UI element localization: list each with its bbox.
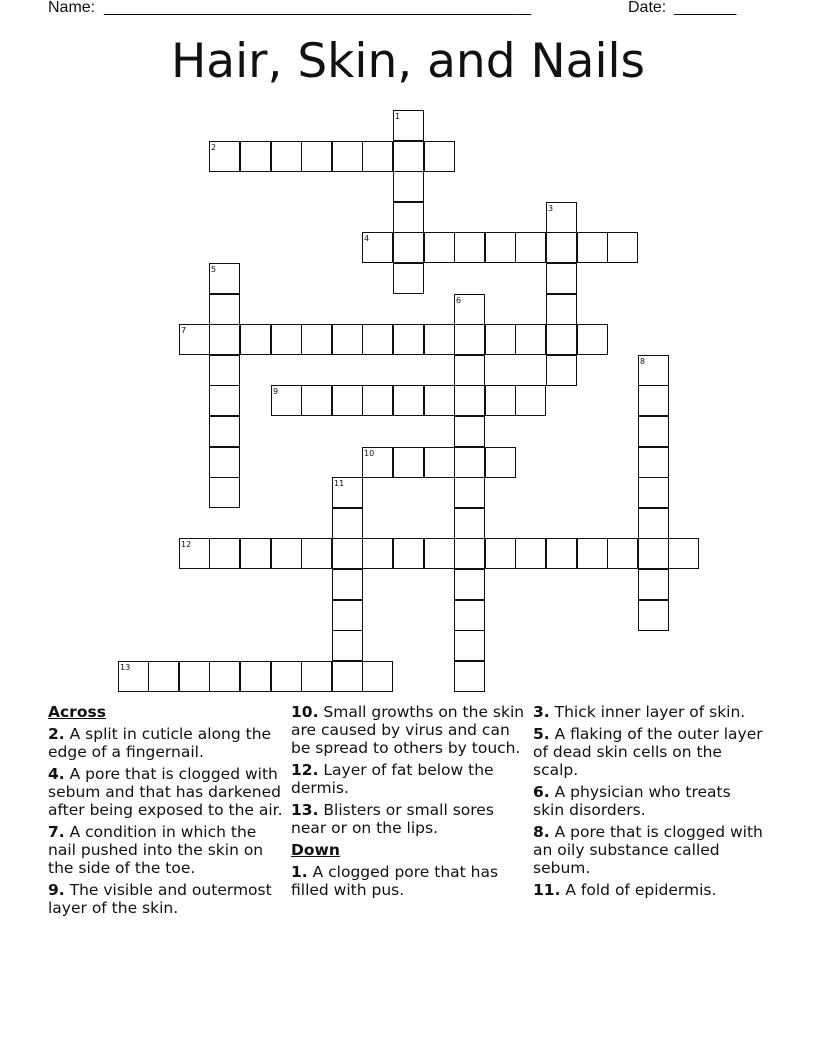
clue-number: 12. — [291, 761, 319, 779]
crossword-cell[interactable] — [271, 141, 302, 172]
date-label: Date: — [628, 0, 667, 16]
clue-text: Thick inner layer of skin. — [554, 703, 746, 721]
crossword-cell[interactable] — [424, 324, 455, 355]
crossword-cell[interactable] — [424, 232, 455, 263]
crossword-cell[interactable] — [393, 141, 424, 172]
crossword-cell[interactable] — [638, 538, 669, 569]
clue-text: Small growths on the skin are caused by virus and can be spread to others by touch. — [291, 703, 525, 757]
crossword-cell[interactable] — [546, 538, 577, 569]
crossword-cell[interactable] — [271, 324, 302, 355]
cell-number: 4 — [364, 234, 370, 243]
crossword-cell[interactable] — [515, 324, 546, 355]
crossword-cell[interactable] — [148, 661, 179, 692]
crossword-cell[interactable] — [240, 324, 271, 355]
crossword-cell[interactable] — [546, 202, 577, 233]
crossword-cell[interactable] — [209, 294, 240, 325]
crossword-cell[interactable] — [301, 324, 332, 355]
crossword-cell[interactable] — [332, 385, 363, 416]
crossword-cell[interactable] — [577, 232, 608, 263]
cell-number: 3 — [548, 204, 554, 213]
clue-down-3 — [533, 703, 763, 721]
crossword-cell[interactable] — [607, 538, 638, 569]
crossword-cell[interactable] — [638, 447, 669, 478]
crossword-cell[interactable] — [485, 324, 516, 355]
clue-across-13 — [291, 801, 529, 837]
cell-number: 6 — [456, 296, 462, 305]
name-label: Name: — [48, 0, 96, 16]
crossword-cell[interactable] — [515, 232, 546, 263]
clue-text: A fold of epidermis. — [565, 881, 717, 899]
crossword-cell[interactable] — [454, 447, 485, 478]
crossword-cell[interactable] — [393, 263, 424, 294]
crossword-cell[interactable] — [607, 232, 638, 263]
clue-number: 11. — [533, 881, 561, 899]
cell-number: 5 — [211, 265, 217, 274]
crossword-cell[interactable] — [332, 569, 363, 600]
clue-across-9 — [48, 881, 286, 917]
crossword-cell[interactable] — [271, 385, 302, 416]
clue-down-8 — [533, 823, 763, 877]
clue-down-6 — [533, 783, 763, 819]
crossword-cell[interactable] — [362, 141, 393, 172]
clue-across-7 — [48, 823, 286, 877]
crossword-cell[interactable] — [240, 661, 271, 692]
crossword-cell[interactable] — [209, 141, 240, 172]
clue-text: A condition in which the nail pushed into the skin on the side of the toe. — [48, 823, 264, 877]
crossword-cell[interactable] — [393, 447, 424, 478]
clue-number: 2. — [48, 725, 65, 743]
crossword-cell[interactable] — [393, 385, 424, 416]
clue-text: A pore that is clogged with an oily substance called sebum. — [533, 823, 763, 877]
clues-column-1 — [48, 703, 286, 921]
crossword-cell[interactable] — [515, 385, 546, 416]
crossword-cell[interactable] — [454, 324, 485, 355]
clue-across-10 — [291, 703, 529, 757]
clue-text: A pore that is clogged with sebum and that has darkened after being exposed to the air. — [48, 765, 283, 819]
clue-number: 7. — [48, 823, 65, 841]
down-heading: Down — [291, 841, 340, 859]
clues-column-3 — [533, 703, 763, 903]
clue-down-11 — [533, 881, 763, 899]
crossword-cell[interactable] — [454, 508, 485, 539]
crossword-cell[interactable] — [577, 324, 608, 355]
clue-number: 1. — [291, 863, 308, 881]
crossword-cell[interactable] — [638, 600, 669, 631]
crossword-cell[interactable] — [546, 324, 577, 355]
cell-number: 10 — [364, 449, 375, 458]
crossword-cell[interactable] — [577, 538, 608, 569]
crossword-cell[interactable] — [454, 477, 485, 508]
crossword-cell[interactable] — [332, 141, 363, 172]
cell-number: 2 — [211, 143, 217, 152]
crossword-cell[interactable] — [454, 661, 485, 692]
date-blank[interactable]: _______ — [674, 0, 737, 16]
clue-text: A physician who treats skin disorders. — [533, 783, 731, 819]
crossword-cell[interactable] — [332, 508, 363, 539]
clues-column-2 — [291, 703, 529, 903]
crossword-cell[interactable] — [271, 661, 302, 692]
crossword-cell[interactable] — [393, 538, 424, 569]
crossword-cell[interactable] — [638, 508, 669, 539]
crossword-cell[interactable] — [485, 447, 516, 478]
crossword-cell[interactable] — [240, 141, 271, 172]
crossword-cell[interactable] — [209, 447, 240, 478]
crossword-cell[interactable] — [209, 263, 240, 294]
crossword-cell[interactable] — [393, 171, 424, 202]
crossword-cell[interactable] — [638, 477, 669, 508]
crossword-cell[interactable] — [332, 630, 363, 661]
crossword-cell[interactable] — [638, 385, 669, 416]
clue-text: A flaking of the outer layer of dead skin cells on the scalp. — [533, 725, 763, 779]
crossword-cell[interactable] — [485, 538, 516, 569]
crossword-cell[interactable] — [362, 661, 393, 692]
clue-number: 10. — [291, 703, 319, 721]
crossword-cell[interactable] — [332, 477, 363, 508]
crossword-cell[interactable] — [362, 538, 393, 569]
clue-across-12 — [291, 761, 529, 797]
crossword-cell[interactable] — [301, 141, 332, 172]
crossword-cell[interactable] — [179, 661, 210, 692]
crossword-cell[interactable] — [454, 569, 485, 600]
crossword-cell[interactable] — [332, 538, 363, 569]
crossword-cell[interactable] — [424, 141, 455, 172]
crossword-cell[interactable] — [424, 385, 455, 416]
crossword-cell[interactable] — [668, 538, 699, 569]
crossword-cell[interactable] — [393, 202, 424, 233]
crossword-cell[interactable] — [179, 324, 210, 355]
crossword-cell[interactable] — [362, 232, 393, 263]
crossword-cell[interactable] — [301, 661, 332, 692]
crossword-cell[interactable] — [454, 600, 485, 631]
crossword-cell[interactable] — [638, 416, 669, 447]
crossword-cell[interactable] — [454, 416, 485, 447]
cell-number: 7 — [181, 326, 187, 335]
crossword-cell[interactable] — [271, 538, 302, 569]
worksheet-header — [48, 0, 748, 21]
crossword-cell[interactable] — [454, 355, 485, 386]
crossword-cell[interactable] — [209, 538, 240, 569]
crossword-cell[interactable] — [424, 447, 455, 478]
crossword-cell[interactable] — [454, 630, 485, 661]
crossword-cell[interactable] — [393, 110, 424, 141]
clue-down-5 — [533, 725, 763, 779]
cell-number: 12 — [181, 540, 192, 549]
clue-number: 9. — [48, 881, 65, 899]
crossword-cell[interactable] — [209, 385, 240, 416]
crossword-cell[interactable] — [332, 661, 363, 692]
crossword-cell[interactable] — [454, 385, 485, 416]
clue-number: 8. — [533, 823, 550, 841]
crossword-cell[interactable] — [362, 385, 393, 416]
crossword-cell[interactable] — [515, 538, 546, 569]
crossword-cell[interactable] — [209, 416, 240, 447]
crossword-cell[interactable] — [362, 447, 393, 478]
cell-number: 11 — [334, 479, 345, 488]
cell-number: 1 — [395, 112, 401, 121]
clue-number: 13. — [291, 801, 319, 819]
clue-text: A split in cuticle along the edge of a fingernail. — [48, 725, 272, 761]
crossword-cell[interactable] — [209, 324, 240, 355]
clue-text: A clogged pore that has filled with pus. — [291, 863, 499, 899]
clue-number: 6. — [533, 783, 550, 801]
crossword-cell[interactable] — [454, 294, 485, 325]
crossword-cell[interactable] — [179, 538, 210, 569]
crossword-cell[interactable] — [393, 324, 424, 355]
crossword-cell[interactable] — [424, 538, 455, 569]
crossword-cell[interactable] — [546, 294, 577, 325]
clue-number: 4. — [48, 765, 65, 783]
cell-number: 9 — [273, 387, 279, 396]
crossword-cell[interactable] — [209, 355, 240, 386]
cell-number: 13 — [120, 663, 131, 672]
crossword-cell[interactable] — [546, 232, 577, 263]
crossword-cell[interactable] — [118, 661, 149, 692]
clue-across-4 — [48, 765, 286, 819]
crossword-cell[interactable] — [240, 538, 271, 569]
clue-text: The visible and outermost layer of the skin. — [48, 881, 272, 917]
crossword-cell[interactable] — [332, 600, 363, 631]
crossword-cell[interactable] — [209, 477, 240, 508]
cell-number: 8 — [640, 357, 646, 366]
name-blank[interactable]: ________________________________________________ — [104, 0, 532, 16]
crossword-cell[interactable] — [332, 324, 363, 355]
crossword-cell[interactable] — [393, 232, 424, 263]
clue-text: Layer of fat below the dermis. — [291, 761, 494, 797]
clue-number: 5. — [533, 725, 550, 743]
clue-down-1 — [291, 863, 529, 899]
clue-number: 3. — [533, 703, 550, 721]
clue-across-2 — [48, 725, 286, 761]
crossword-cell[interactable] — [638, 569, 669, 600]
across-heading: Across — [48, 703, 106, 721]
crossword-cell[interactable] — [485, 232, 516, 263]
crossword-cell[interactable] — [209, 661, 240, 692]
crossword-cell[interactable] — [454, 538, 485, 569]
crossword-cell[interactable] — [638, 355, 669, 386]
crossword-cell[interactable] — [485, 385, 516, 416]
crossword-cell[interactable] — [546, 355, 577, 386]
crossword-cell[interactable] — [362, 324, 393, 355]
crossword-cell[interactable] — [454, 232, 485, 263]
clue-text: Blisters or small sores near or on the lips. — [291, 801, 494, 837]
crossword-cell[interactable] — [546, 263, 577, 294]
crossword-cell[interactable] — [301, 538, 332, 569]
page-title: Hair, Skin, and Nails — [170, 34, 646, 89]
crossword-cell[interactable] — [301, 385, 332, 416]
